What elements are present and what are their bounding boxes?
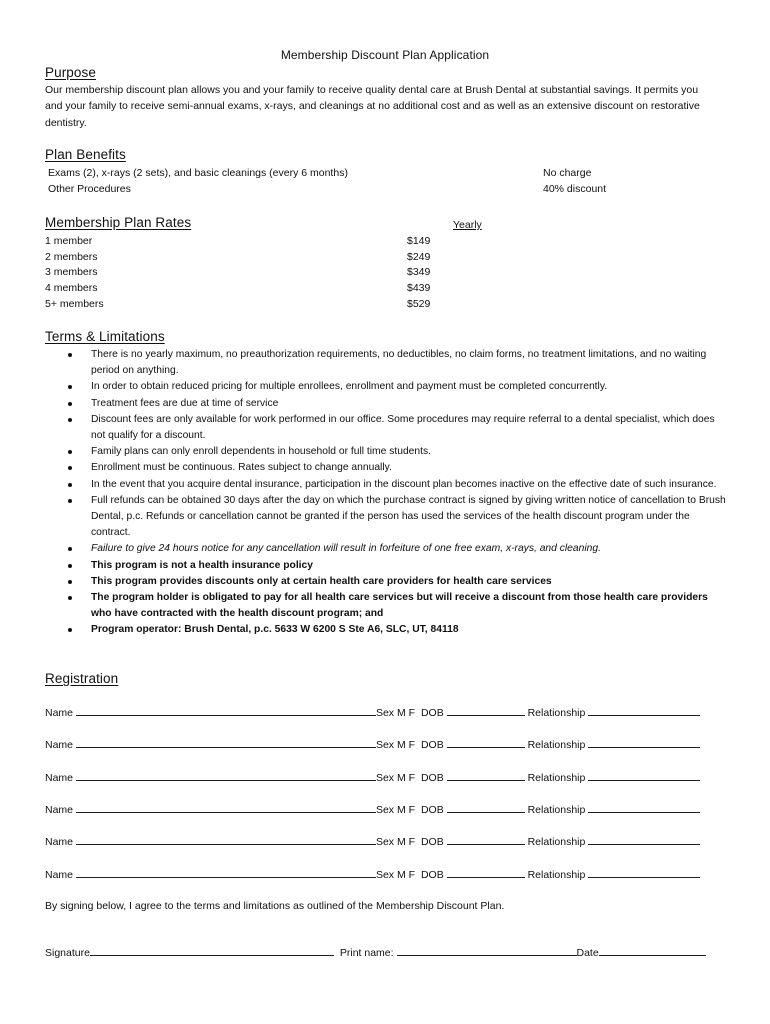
name-field[interactable] [76,737,376,748]
sex-label: Sex M F [375,804,416,816]
relationship-label: Relationship [527,739,586,751]
relationship-label: Relationship [527,707,586,719]
rate-value: $249 [407,251,431,263]
signature-field[interactable] [90,945,334,956]
dob-label: DOB [420,804,444,816]
rate-label: 4 members [45,282,98,294]
dob-label: DOB [420,707,444,719]
term-item: There is no yearly maximum, no preauthorization requirements, no deductibles, no claim forms, no treatment limitations, and no waiting period on anything. [66,347,726,379]
term-item: This program provides discounts only at certain health care providers for health care services [66,574,726,590]
dob-field[interactable] [447,770,525,781]
relationship-field[interactable] [588,834,700,845]
name-label: Name [45,869,74,881]
benefit-label: Other Procedures [48,183,131,195]
print-name-label: Print name: [339,947,394,959]
term-item: Discount fees are only available for work performed in our office. Some procedures may require referral to a dental specialist, which does not qualify for a discount. [66,412,726,444]
name-field[interactable] [76,867,376,878]
terms-list [66,347,726,639]
term-item: In order to obtain reduced pricing for multiple enrollees, enrollment and payment must be completed concurrently. [66,379,726,395]
relationship-label: Relationship [527,772,586,784]
plan-rates-heading [45,215,191,230]
sex-label: Sex M F [375,739,416,751]
dob-label: DOB [420,869,444,881]
dob-field[interactable] [447,802,525,813]
dob-label: DOB [420,836,444,848]
registration-row [45,834,725,848]
rate-value: $149 [407,235,431,247]
term-item: Enrollment must be continuous. Rates subject to change annually. [66,460,726,476]
term-item: Failure to give 24 hours notice for any cancellation will result in forfeiture of one free exam, x-rays, and cleaning. [66,541,726,557]
sex-label: Sex M F [375,836,416,848]
terms-heading: Terms & Limitations [45,329,165,344]
sex-label: Sex M F [375,772,416,784]
date-label: Date [576,947,599,959]
rate-value: $529 [407,298,431,310]
relationship-field[interactable] [588,867,700,878]
term-item: Treatment fees are due at time of service [66,396,726,412]
term-item: This program is not a health insurance policy [66,558,726,574]
name-label: Name [45,804,74,816]
signature-row [45,945,725,959]
name-field[interactable] [76,770,376,781]
date-field[interactable] [599,945,706,956]
relationship-label: Relationship [527,836,586,848]
dob-label: DOB [420,772,444,784]
rate-value: $439 [407,282,431,294]
dob-field[interactable] [447,737,525,748]
benefit-label: Exams (2), x-rays (2 sets), and basic cleanings (every 6 months) [48,167,348,179]
relationship-field[interactable] [588,737,700,748]
sex-label: Sex M F [375,707,416,719]
registration-row [45,867,725,881]
registration-heading: Registration [45,671,119,686]
purpose-text: Our membership discount plan allows you and your family to receive quality dental care at Brush Dental at substantial savings. It permits you and your family to receive semi-annual exams, x-rays, and cleanings at no additional cost and as well as an extensive discount on restorative dentistry. [45,84,700,129]
name-field[interactable] [76,705,376,716]
dob-field[interactable] [447,705,525,716]
registration-row [45,802,725,816]
dob-field[interactable] [447,834,525,845]
dob-field[interactable] [447,867,525,878]
relationship-field[interactable] [588,802,700,813]
print-name-field[interactable] [397,945,577,956]
name-label: Name [45,836,74,848]
term-item: In the event that you acquire dental insurance, participation in the discount plan becomes inactive on the effective date of such insurance. [66,477,726,493]
benefit-value: No charge [543,167,592,179]
registration-row [45,705,725,719]
rate-value: $349 [407,266,431,278]
name-label: Name [45,707,74,719]
page-title: Membership Discount Plan Application [280,48,490,62]
relationship-field[interactable] [588,705,700,716]
rate-label: 1 member [45,235,93,247]
term-item: The program holder is obligated to pay for all health care services but will receive a discount from those health care providers who have contracted with the health discount program; and [66,590,726,622]
rate-label: 3 members [45,266,98,278]
registration-row [45,737,725,751]
name-field[interactable] [76,834,376,845]
yearly-column-label: Yearly [453,219,482,231]
rate-label: 5+ members [45,298,104,310]
name-label: Name [45,739,74,751]
sex-label: Sex M F [375,869,416,881]
term-item: Full refunds can be obtained 30 days after the day on which the purchase contract is signed by giving written notice of cancellation to Brush Dental, p.c. Refunds or cancellation cannot be granted if the person has used the services of the health discount program under the contract. [66,493,726,542]
rate-label: 2 members [45,251,98,263]
name-label: Name [45,772,74,784]
plan-rates-heading-text: Membership Plan Rates [45,215,192,230]
term-item: Program operator: Brush Dental, p.c. 5633 W 6200 S Ste A6, SLC, UT, 84118 [66,622,726,638]
benefit-value: 40% discount [543,183,607,195]
dob-label: DOB [420,739,444,751]
purpose-heading: Purpose [45,65,96,80]
relationship-field[interactable] [588,770,700,781]
relationship-label: Relationship [527,804,586,816]
relationship-label: Relationship [527,869,586,881]
agreement-text: By signing below, I agree to the terms and limitations as outlined of the Membership Discount Plan. [45,900,505,912]
name-field[interactable] [76,802,376,813]
term-item: Family plans can only enroll dependents in household or full time students. [66,444,726,460]
plan-benefits-heading: Plan Benefits [45,147,126,162]
registration-row [45,770,725,784]
signature-label: Signature [45,947,90,959]
